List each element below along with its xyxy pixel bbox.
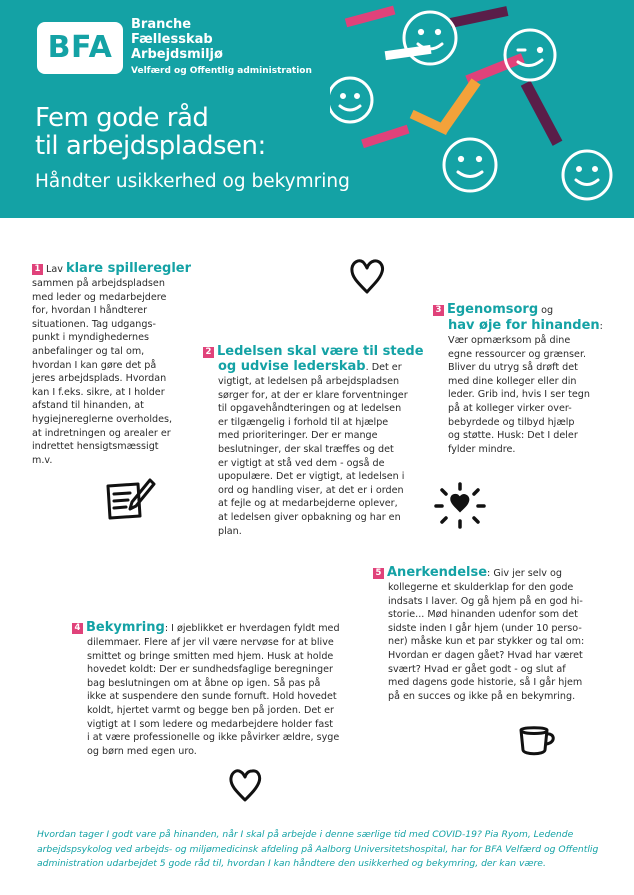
- tip-5-line: på en succes og ikke på en bekymring.: [388, 690, 576, 702]
- tip-number-badge: 3: [433, 305, 444, 316]
- tip-5-line: Hvordan er dagen gået? Hvad har været: [388, 649, 583, 661]
- tip-2-line: er vigtigt at stå ved dem - også de: [218, 457, 385, 469]
- tip-4-heading: Bekymring: [86, 620, 165, 635]
- tip-3-line: fylder mindre.: [448, 443, 516, 455]
- tip-5-line: ner) måske kun et par stykker og tal om:: [388, 636, 585, 648]
- tip-2-line: med prioriteringer. Der er mange: [218, 430, 378, 442]
- tip-1-line: indrettet hensigtsmæssigt: [32, 441, 159, 453]
- hands-heart-icon: [433, 480, 487, 532]
- logo-text: BFA: [47, 30, 113, 65]
- tip-1-line: punkt i myndighedernes: [32, 332, 150, 344]
- tip-2-line: til opgavehåndteringen og at ledelsen: [218, 403, 402, 415]
- tip-1: [32, 261, 191, 467]
- bfa-logo: [37, 22, 123, 74]
- tip-4-line: og børn med egen uro.: [87, 745, 197, 757]
- tip-5-line: sidste inden I går hjem (under 10 perso-: [388, 622, 582, 634]
- tip-4-line: bag beslutningen om at åbne op igen. Så pas på: [87, 677, 321, 689]
- tip-5-line: med dagens gode historie, så I går hjem: [388, 677, 583, 689]
- tip-4-line: dilemmaer. Flere af jer vil være nervøse for at blive: [87, 637, 334, 648]
- tip-2-line: vigtigt, at ledelsen på arbejdspladsen: [218, 376, 400, 387]
- tip-2: [203, 344, 424, 538]
- tip-4-line: smittet og bringe smitten med hjem. Husk at holde: [87, 650, 334, 662]
- page-title-line-1: Fem gode råd: [35, 103, 209, 133]
- tip-3-line: med dine kolleger eller din: [448, 375, 577, 387]
- org-name-line-3: Arbejdsmiljø: [131, 47, 223, 62]
- tip-1-line: sammen på arbejdspladsen: [32, 278, 165, 289]
- tip-3-line: leder. Grib ind, hvis I ser tegn: [448, 389, 590, 401]
- org-name-line-2: Fællesskab: [131, 32, 213, 47]
- tip-5-line: svært? Hvad er gået godt - og slut af: [388, 663, 566, 675]
- smiley-icon: [563, 151, 611, 199]
- tip-2-line: er tilgængelig i forhold til at hjælpe: [218, 416, 389, 428]
- tip-3-line: egne ressourcer og grænser.: [448, 348, 587, 360]
- tip-3-heading-line-2: hav øje for hinanden: [448, 318, 600, 333]
- footer-line: arbejdspsykolog ved arbejds- og miljømedicinsk afdeling på Aalborg Universitetshospital, har for BFA Velfærd og Offentlig: [37, 843, 599, 855]
- tip-number-badge: 4: [72, 623, 83, 634]
- tip-3: [433, 302, 603, 456]
- tip-number-badge: 2: [203, 347, 214, 358]
- tip-4-line: koldt, hjertet varmt og begge ben på jorden. Det er: [87, 704, 334, 716]
- tip-1-line: kan I f.eks. sikre, at I holder: [32, 386, 165, 398]
- tip-2-line: sørger for, at der er klare forventninger: [218, 389, 408, 401]
- footer-line: administration udarbejdet 5 gode råd til, hvordan I kan håndtere den usikkerhed og bekymring, der kan være.: [37, 858, 546, 870]
- tip-1-line: for, hvordan I håndterer: [32, 305, 148, 317]
- tip-3-heading-line-1: Egenomsorg: [447, 302, 539, 317]
- smiley-icon: [330, 78, 372, 122]
- header-banner: [0, 0, 634, 218]
- tip-1-prefix: Lav: [46, 264, 66, 275]
- tip-3-joiner: og: [538, 305, 554, 316]
- tip-5-heading: Anerkendelse: [387, 565, 488, 580]
- page-subtitle: Håndter usikkerhed og bekymring: [35, 171, 350, 192]
- tip-3-line: bebyrdede og tilbyd hjælp: [448, 416, 575, 428]
- tip-2-line: at ledelsen giver opbakning og har en: [218, 511, 401, 523]
- tip-2-line: upopulære. Det er vigtigt, at ledelsen i: [218, 471, 405, 483]
- tip-5: [373, 565, 584, 703]
- tip-1-line: anbefalinger og tal om,: [32, 345, 145, 357]
- tip-2-line: plan.: [218, 525, 242, 537]
- tip-4-line: vigtigt at I som ledere og medarbejdere holder fast: [87, 718, 333, 730]
- tip-1-line: hvordan I kan gøre det på: [32, 359, 157, 371]
- tip-5-line: storie... Mød hinanden udenfor som det: [388, 609, 578, 621]
- tip-4-line: ikke at suspendere den sunde fornuft. Hold hovedet: [87, 691, 337, 703]
- tip-2-heading-line-1: Ledelsen skal være til stede: [217, 344, 424, 359]
- tip-1-line: situationen. Tag udgangs-: [32, 318, 156, 330]
- tip-4-line: i at være professionelle og ikke påvirker ældre, syge: [87, 732, 340, 744]
- org-subtitle: Velfærd og Offentlig administration: [131, 66, 312, 76]
- tip-2-line: ord og handling viser, at det er i orden: [218, 484, 404, 496]
- tip-3-line: og støtte. Husk: Det I deler: [448, 430, 578, 442]
- tip-1-line: afstand til hinanden, at: [32, 400, 144, 412]
- smiley-icon: [404, 12, 456, 64]
- page-title-line-2: til arbejdspladsen:: [35, 131, 266, 161]
- tip-4-line: hovedet koldt: Der er sundhedsfaglige beregninger: [87, 664, 333, 676]
- tip-4: [72, 620, 340, 758]
- tip-2-heading-line-2: og udvise lederskab: [218, 359, 366, 374]
- tip-number-badge: 5: [373, 568, 384, 579]
- tip-5-after-heading: : Giv jer selv og: [487, 568, 562, 579]
- tip-1-line: hygiejnereglerne overholdes,: [32, 413, 173, 425]
- smiley-icon: [444, 139, 496, 191]
- tip-2-after-heading: . Det er: [365, 362, 402, 373]
- decorative-smileys-graphic: [330, 0, 634, 218]
- tip-3-line: på at kolleger virker over-: [448, 402, 572, 414]
- tip-1-line: jeres arbejdsplads. Hvordan: [32, 373, 167, 385]
- tip-5-line: kollegerne et skulderklap for den gode: [388, 582, 574, 593]
- tip-1-line: at indretningen og arealer er: [32, 427, 171, 439]
- footer-line: Hvordan tager I godt vare på hinanden, når I skal på arbejde i denne særlige tid med COVID-19? Pia Ryom, Ledende: [37, 829, 574, 840]
- tip-2-line: beslutninger, der skal træffes og det: [218, 443, 394, 455]
- org-name-line-1: Branche: [131, 17, 192, 32]
- tip-4-after-heading: : I øjeblikket er hverdagen fyldt med: [164, 623, 340, 634]
- heart-icon: [228, 766, 262, 804]
- tip-3-line: Vær opmærksom på dine: [448, 335, 571, 346]
- note-pen-icon: [104, 476, 156, 524]
- tip-1-line: med leder og medarbejdere: [32, 291, 167, 303]
- tip-5-line: indsats I laver. Og gå hjem på en god hi-: [388, 595, 583, 607]
- tip-1-heading: klare spilleregler: [65, 261, 192, 276]
- wink-smiley-icon: [505, 30, 555, 80]
- tip-3-line: Bliver du utryg så drøft det: [448, 362, 578, 374]
- coffee-cup-icon: [517, 722, 559, 760]
- tip-3-after-heading: :: [599, 321, 603, 332]
- heart-icon: [349, 256, 385, 296]
- tip-number-badge: 1: [32, 264, 43, 275]
- tip-2-line: at fejle og at medarbejderne oplever,: [218, 498, 398, 510]
- tip-1-line: m.v.: [32, 454, 53, 466]
- footer-note: [37, 828, 617, 872]
